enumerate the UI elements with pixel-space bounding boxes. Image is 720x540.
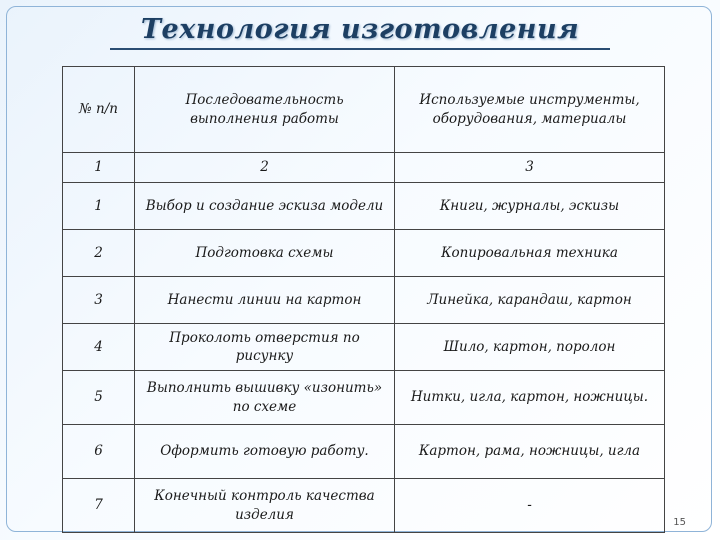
step-number: 3 <box>63 277 135 324</box>
step-description: Выполнить вышивку «изонить» по схеме <box>135 371 395 425</box>
step-description: Подготовка схемы <box>135 230 395 277</box>
step-description: Конечный контроль качества изделия <box>135 479 395 533</box>
step-description: Проколоть отверстия по рисунку <box>135 324 395 371</box>
column-number-cell: 1 <box>63 153 135 183</box>
table-row <box>63 425 665 479</box>
step-materials: Картон, рама, ножницы, игла <box>395 425 665 479</box>
title-underline <box>110 48 610 50</box>
step-number: 6 <box>63 425 135 479</box>
step-number: 5 <box>63 371 135 425</box>
slide-number: 15 <box>673 517 686 528</box>
table-row <box>63 277 665 324</box>
header-cell: № п/п <box>63 67 135 153</box>
column-number-row <box>63 153 665 183</box>
step-description: Оформить готовую работу. <box>135 425 395 479</box>
step-materials: Копировальная техника <box>395 230 665 277</box>
step-materials: - <box>395 479 665 533</box>
column-number-cell: 3 <box>395 153 665 183</box>
step-description: Выбор и создание эскиза модели <box>135 183 395 230</box>
slide-title: Технология изготовления <box>140 14 580 45</box>
header-cell: Используемые инструменты, оборудования, материалы <box>395 67 665 153</box>
column-number-cell: 2 <box>135 153 395 183</box>
table-row <box>63 183 665 230</box>
table-row <box>63 371 665 425</box>
step-description: Нанести линии на картон <box>135 277 395 324</box>
step-materials: Линейка, карандаш, картон <box>395 277 665 324</box>
table-header-row <box>63 67 665 153</box>
step-number: 7 <box>63 479 135 533</box>
header-cell: Последовательность выполнения работы <box>135 67 395 153</box>
table-row <box>63 230 665 277</box>
step-number: 1 <box>63 183 135 230</box>
table-row <box>63 479 665 533</box>
table-row <box>63 324 665 371</box>
step-number: 2 <box>63 230 135 277</box>
technology-table <box>62 66 665 533</box>
step-materials: Шило, картон, поролон <box>395 324 665 371</box>
step-materials: Нитки, игла, картон, ножницы. <box>395 371 665 425</box>
step-materials: Книги, журналы, эскизы <box>395 183 665 230</box>
step-number: 4 <box>63 324 135 371</box>
